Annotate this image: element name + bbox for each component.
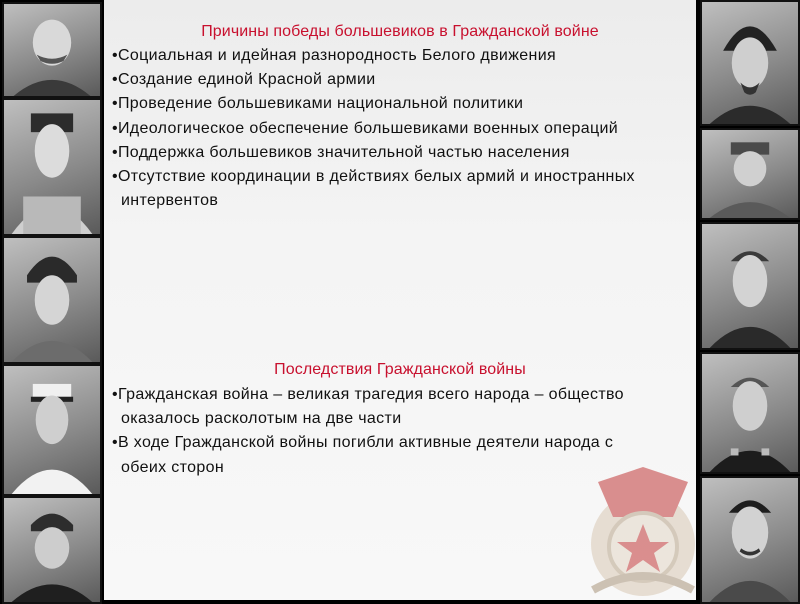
portrait-red-commander-4 (700, 352, 800, 474)
list-item: •Создание единой Красной армии (112, 71, 376, 89)
portrait-white-general-1 (2, 2, 102, 98)
portrait-red-commander-3 (700, 222, 800, 350)
list-item: •Проведение большевиками национальной политики (112, 95, 524, 113)
causes-list (112, 44, 692, 213)
portrait-white-general-3 (2, 236, 102, 364)
portrait-white-general-5 (2, 496, 102, 604)
list-item: •Социальная и идейная разнородность Белого движения (112, 47, 556, 64)
list-item: •Отсутствие координации в действиях белых армий и иностранных интервентов (112, 168, 635, 210)
portrait-red-commander-1 (700, 0, 800, 126)
list-item: •Идеологическое обеспечение большевиками военных операций (112, 119, 619, 137)
order-red-banner-icon (568, 462, 718, 600)
consequences-list (112, 383, 692, 480)
consequences-heading: Последствия Гражданской войны (274, 361, 526, 378)
list-item: •Поддержка большевиков значительной частью населения (112, 143, 570, 161)
portrait-white-general-2 (2, 98, 102, 236)
portrait-white-general-4 (2, 364, 102, 496)
list-item: •Гражданская война – великая трагедия всего народа – общество оказалось расколотым на две части (112, 386, 624, 428)
portrait-red-commander-2 (700, 128, 800, 220)
list-item: •В ходе Гражданской войны погибли активные деятели народа с обеих сторон (112, 434, 614, 476)
causes-heading: Причины победы большевиков в Гражданской войне (201, 23, 599, 40)
